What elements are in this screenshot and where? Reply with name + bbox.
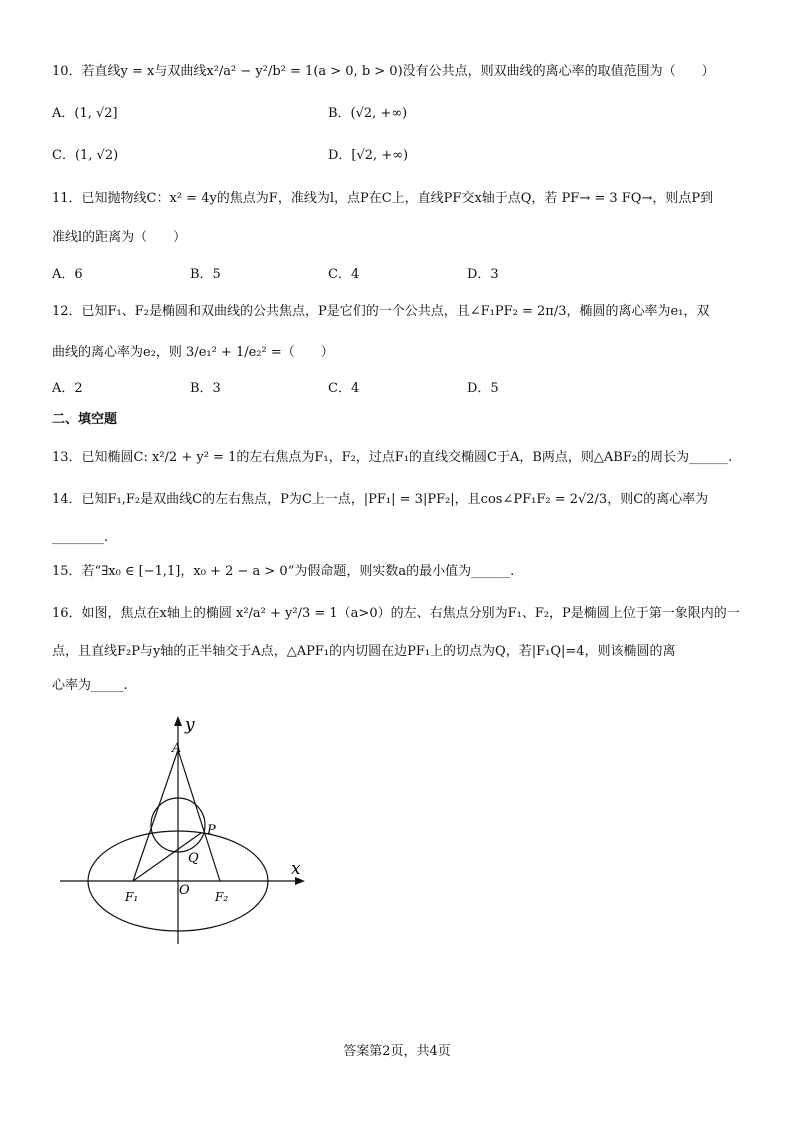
page-footer: 答案第2页，共4页 xyxy=(343,1044,451,1059)
label-p: P xyxy=(207,823,216,838)
q12-option-b: B．3 xyxy=(190,381,221,396)
q12-option-d: D．5 xyxy=(467,381,499,396)
q12-option-c: C．4 xyxy=(328,381,360,396)
q10-option-d: D．[√2, +∞) xyxy=(328,148,409,163)
q15-stem: 15．若“∃x₀ ∈ [−1,1]，x₀ + 2 − a > 0”为假命题，则实数a的最小值为______. xyxy=(52,564,515,579)
q14-stem-line2: ________. xyxy=(52,530,109,545)
q11-stem-line2: 准线l的距离为（ ） xyxy=(52,230,187,245)
label-f2: F₂ xyxy=(215,890,229,904)
section-heading: 二、填空题 xyxy=(52,412,118,427)
q16-stem-line1: 16．如图，焦点在x轴上的椭圆 x²/a² + y²/3 = 1（a>0）的左、右焦点分别为F₁、F₂，P是椭圆上位于第一象限内的一 xyxy=(52,606,740,621)
q10-option-b: B．(√2, +∞) xyxy=(328,106,408,121)
label-y: y xyxy=(185,715,195,735)
label-q: Q xyxy=(188,851,199,866)
q11-stem-line1: 11．已知抛物线C：x² = 4y的焦点为F，准线为l，点P在C上，直线PF交x轴于点Q，若 PF→ = 3 FQ→，则点P到 xyxy=(52,191,714,206)
label-f1: F₁ xyxy=(125,890,139,904)
q11-option-c: C．4 xyxy=(328,267,360,282)
q10-option-a: A．(1, √2] xyxy=(52,106,118,121)
q12-option-a: A．2 xyxy=(52,381,83,396)
q16-stem-line3: 心率为_____. xyxy=(52,678,128,693)
q11-option-a: A．6 xyxy=(52,267,83,282)
q12-stem-line1: 12．已知F₁、F₂是椭圆和双曲线的公共焦点，P是它们的一个公共点，且∠F₁PF₂ = 2π/3，椭圆的离心率为e₁，双 xyxy=(52,304,710,319)
q10-option-c: C．(1, √2) xyxy=(52,148,119,163)
label-o: O xyxy=(179,883,190,898)
q10-stem: 10．若直线y = x与双曲线x²/a² − y²/b² = 1(a > 0, b > 0)没有公共点，则双曲线的离心率的取值范围为（ ） xyxy=(52,64,715,79)
label-x: x xyxy=(291,859,301,879)
label-a: A xyxy=(172,741,182,756)
y-axis-arrow xyxy=(174,716,182,726)
line-a-f2 xyxy=(178,750,220,881)
q13-stem: 13．已知椭圆C: x²/2 + y² = 1的左右焦点为F₁，F₂，过点F₁的直线交椭圆C于A，B两点，则△ABF₂的周长为______. xyxy=(52,450,733,465)
line-a-f1 xyxy=(133,750,178,881)
q16-stem-line2: 点，且直线F₂P与y轴的正半轴交于A点，△APF₁的内切圆在边PF₁上的切点为Q，若|F₁Q|=4，则该椭圆的离 xyxy=(52,644,676,659)
q11-option-d: D．3 xyxy=(467,267,499,282)
q14-stem-line1: 14．已知F₁,F₂是双曲线C的左右焦点，P为C上一点，|PF₁| = 3|PF₂|，且cos∠PF₁F₂ = 2√2/3，则C的离心率为 xyxy=(52,492,709,507)
q12-stem-line2: 曲线的离心率为e₂，则 3/e₁² + 1/e₂² =（ ） xyxy=(52,345,334,360)
ellipse-figure xyxy=(55,712,325,952)
q11-option-b: B．5 xyxy=(190,267,221,282)
